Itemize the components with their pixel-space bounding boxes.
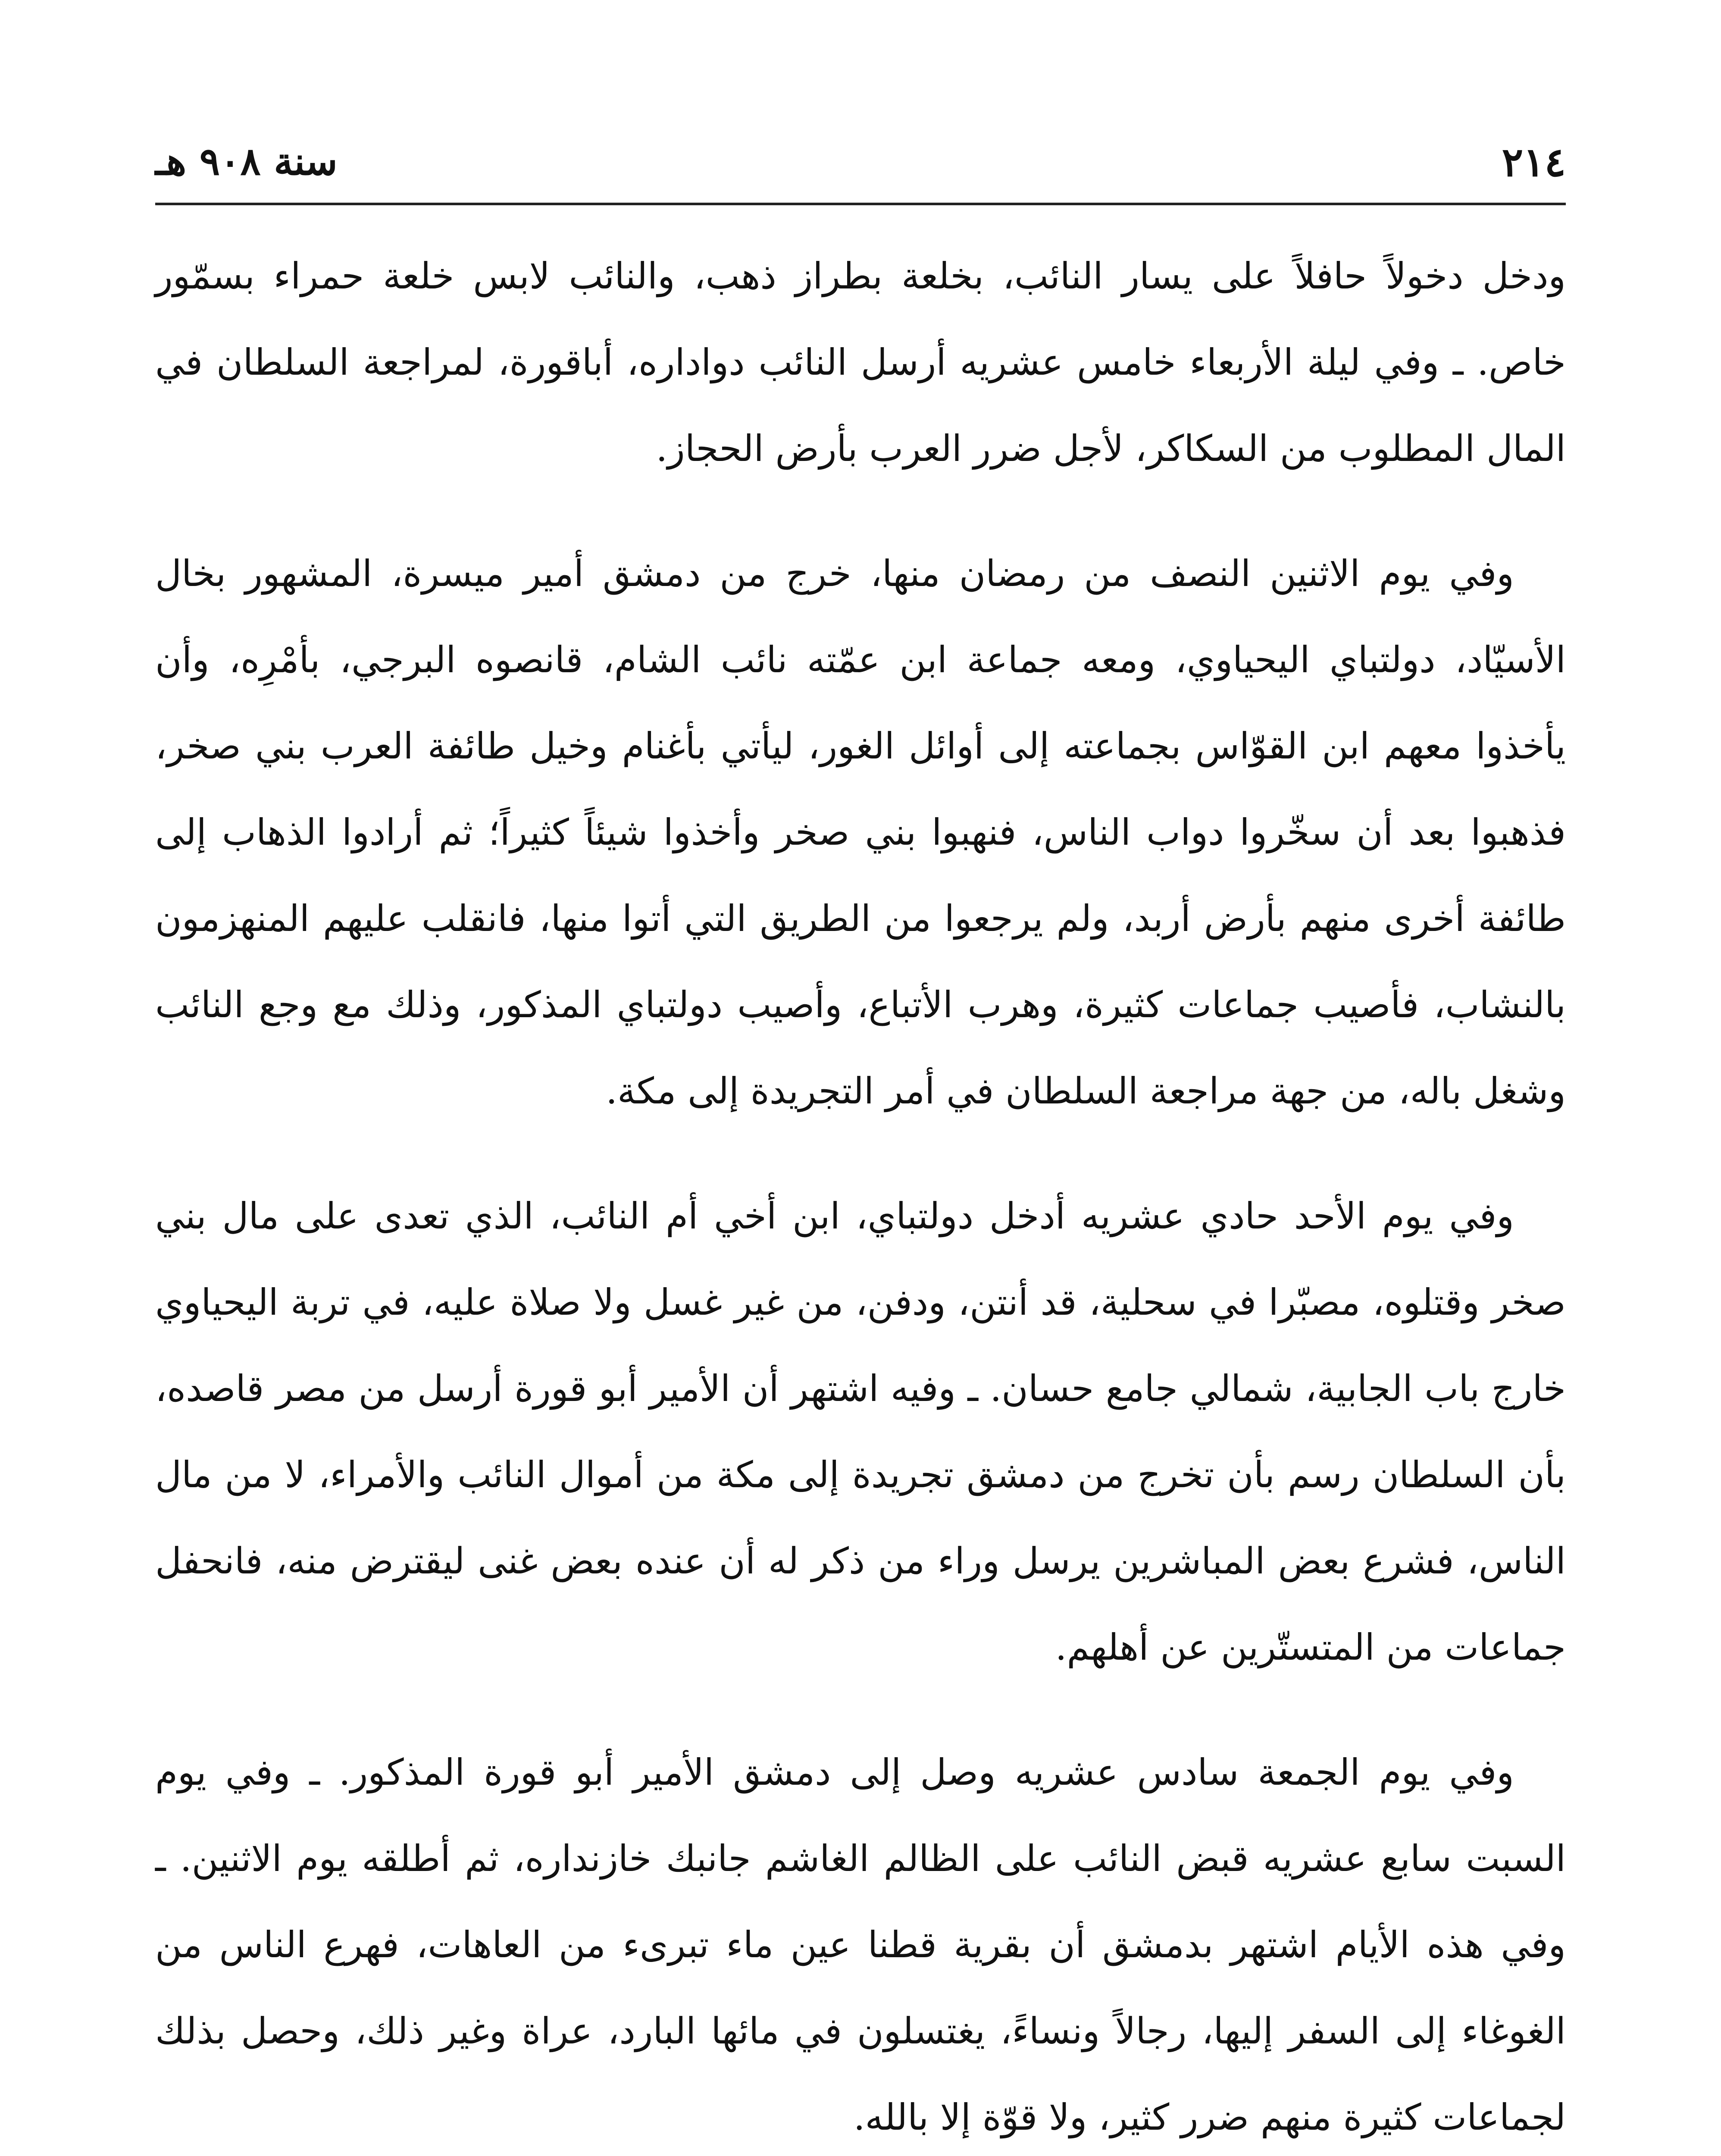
paragraph-3: وفي يوم الأحد حادي عشريه أدخل دولتباي، ابن أخي أم النائب، الذي تعدى على مال بني صخر وقتلوه، مصبّرا في سحلية، قد أنتن، ودفن، من غير غسل ولا صلاة عليه، في تربة اليحياوي خارج باب الجابية، شمالي جامع حسان. ـ وفيه اشتهر أن الأمير أبو قورة أرسل من مصر قاصده، بأن السلطان رسم بأن تخرج من دمشق تجريدة إلى مكة من أموال النائب والأمراء، لا من مال الناس، فشرع بعض المباشرين يرسل وراء من ذكر له أن عنده بعض غنى ليقترض منه، فانحفل جماعات من المتستّرين عن أهلهم.: [155, 1195, 1566, 1668]
main-text: [155, 233, 1566, 2156]
paragraph-2: وفي يوم الاثنين النصف من رمضان منها، خرج من دمشق أمير ميسرة، المشهور بخال الأسيّاد، دولتباي اليحياوي، ومعه جماعة ابن عمّته نائب الشام، قانصوه البرجي، بأمْرِه، وأن يأخذوا معهم ابن القوّاس بجماعته إلى أوائل الغور، ليأتي بأغنام وخيل طائفة العرب بني صخر، فذهبوا بعد أن سخّروا دواب الناس، فنهبوا بني صخر وأخذوا شيئاً كثيراً؛ ثم أرادوا الذهاب إلى طائفة أخرى منهم بأرض أربد، ولم يرجعوا من الطريق التي أتوا منها، فانقلب عليهم المنهزمون بالنشاب، فأصيب جماعات كثيرة، وهرب الأتباع، وأصيب دولتباي المذكور، وذلك مع وجع النائب وشغل باله، من جهة مراجعة السلطان في أمر التجريدة إلى مكة.: [155, 552, 1566, 1112]
running-head: سنة ٩٠٨ هـ: [155, 139, 338, 184]
header-rule: [155, 203, 1566, 205]
paragraph-1: ودخل دخولاً حافلاً على يسار النائب، بخلعة بطراز ذهب، والنائب لابس خلعة حمراء بسمّور خاص. ـ وفي ليلة الأربعاء خامس عشريه أرسل النائب دواداره، أباقورة، لمراجعة السلطان في المال المطلوب من السكاكر، لأجل ضرر العرب بأرض الحجاز.: [155, 255, 1566, 470]
page-header: [155, 129, 1566, 194]
page-number: ٢١٤: [1502, 139, 1566, 185]
paragraph-4: وفي يوم الجمعة سادس عشريه وصل إلى دمشق الأمير أبو قورة المذكور. ـ وفي يوم السبت سابع عشريه قبض النائب على الظالم الغاشم جانبك خازنداره، ثم أطلقه يوم الاثنين. ـ وفي هذه الأيام اشتهر بدمشق أن بقرية قطنا عين ماء تبرىء من العاهات، فهرع الناس من الغوغاء إلى السفر إليها، رجالاً ونساءً، يغتسلون في مائها البارد، عراة وغير ذلك، وحصل بذلك لجماعات كثيرة منهم ضرر كثير، ولا قوّة إلا بالله.: [155, 1751, 1566, 2138]
